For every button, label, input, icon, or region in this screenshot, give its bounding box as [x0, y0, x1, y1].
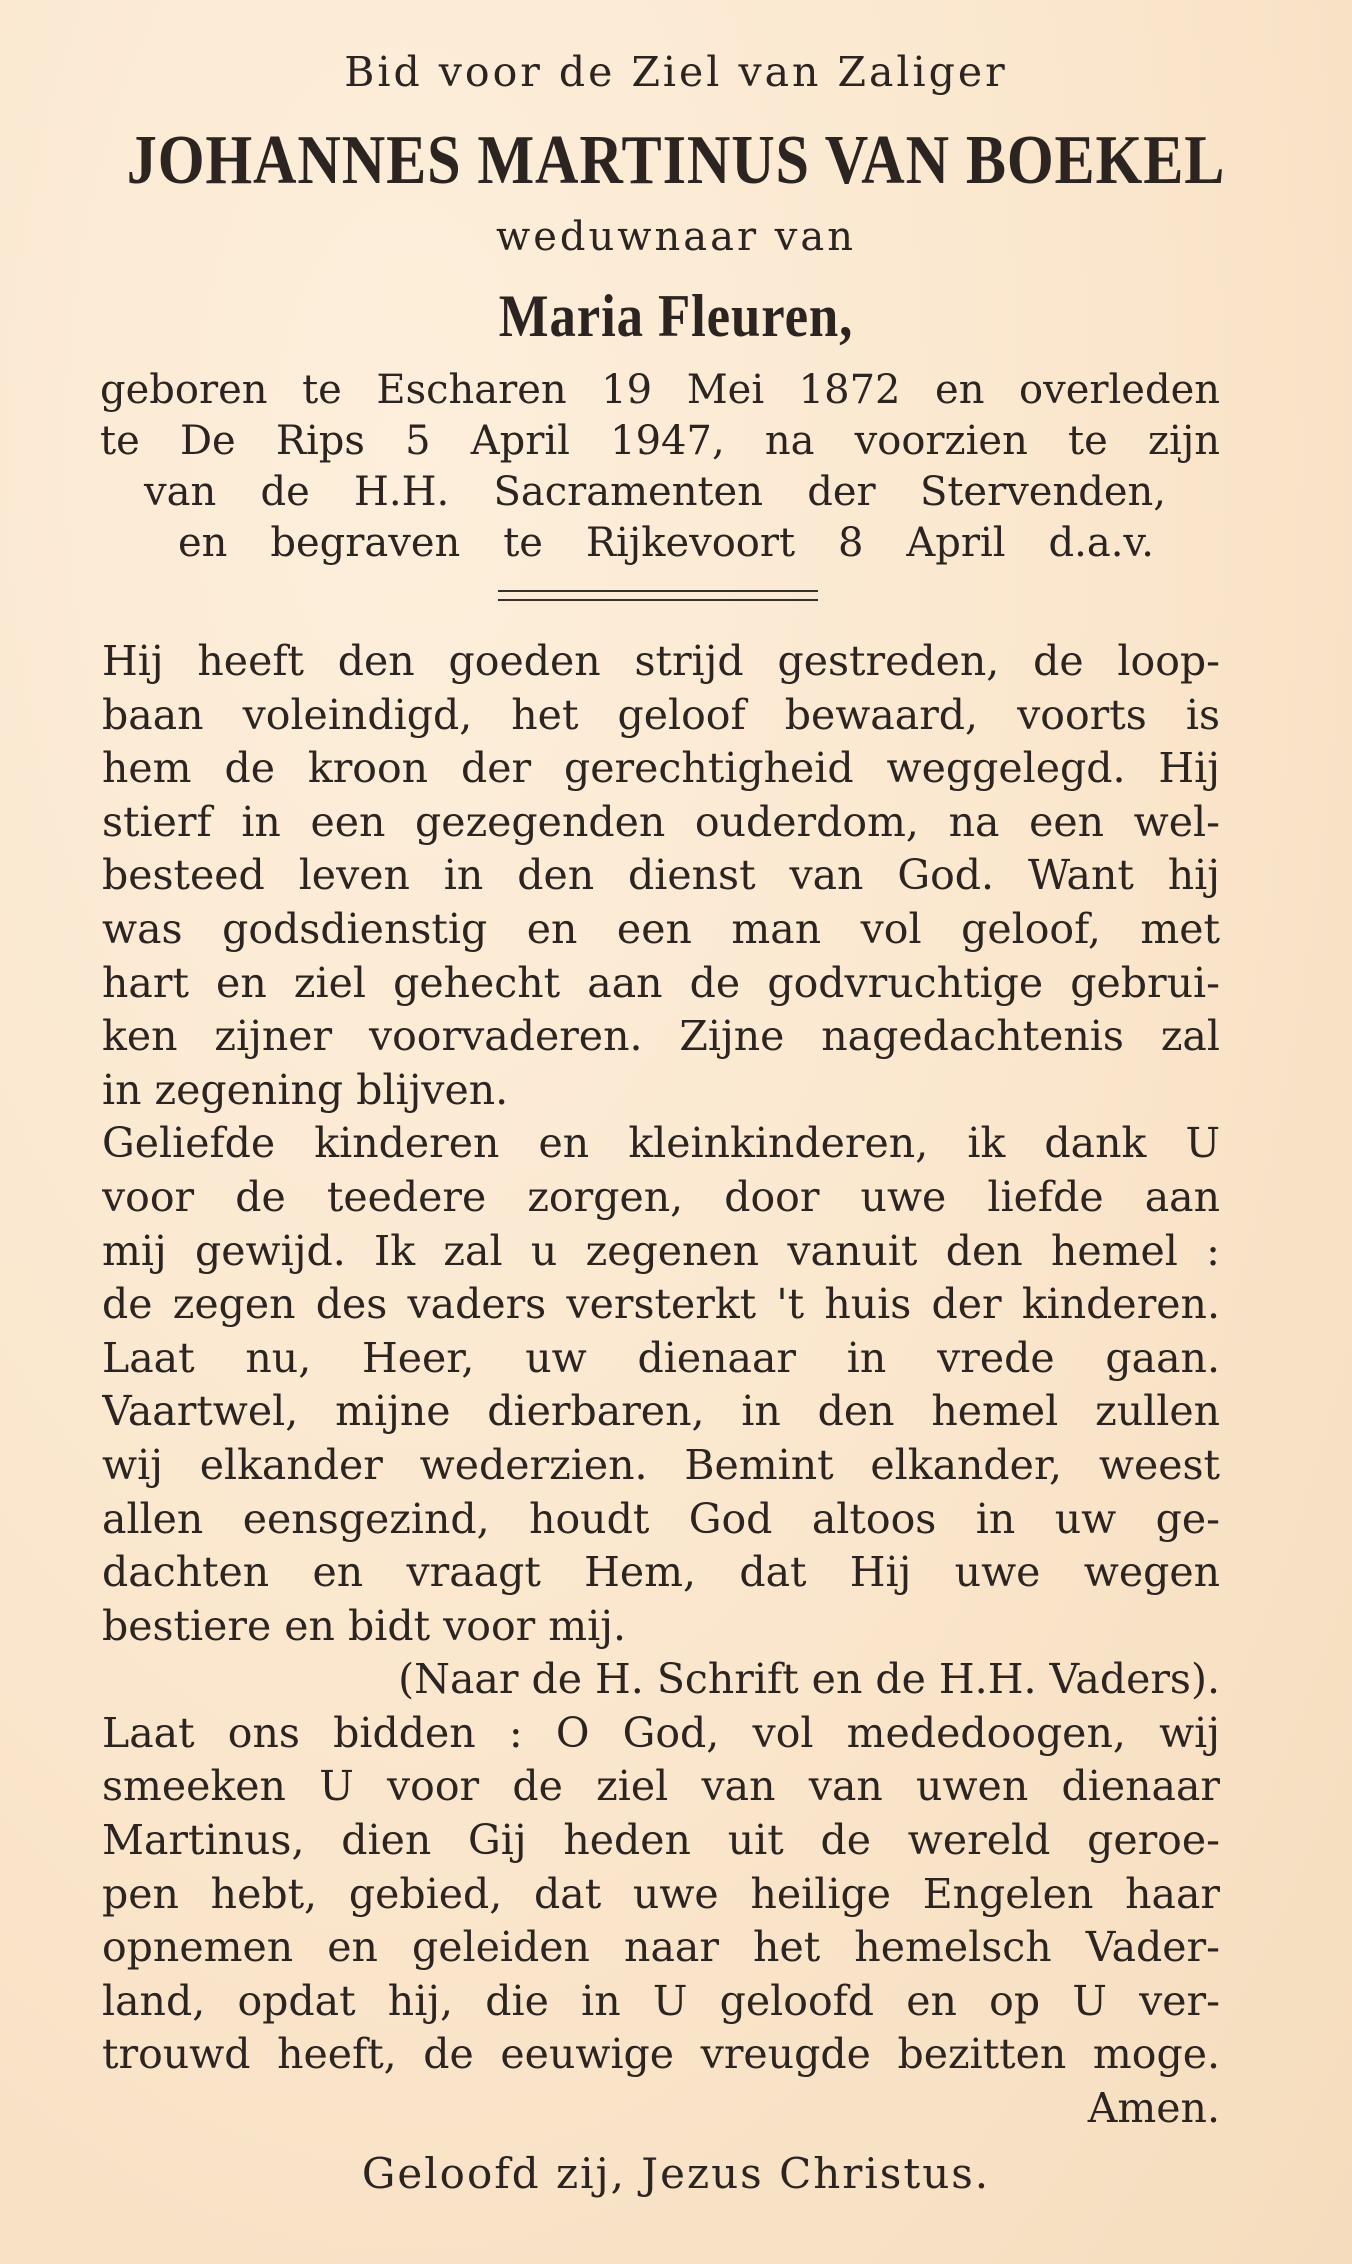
prayer-line: Martinus, dien Gij heden uit de wereld geroe-	[102, 1816, 1220, 1865]
text-line: allen eensgezind, houdt God altoos in uw ge-	[102, 1494, 1220, 1543]
source-attribution: (Naar de H. Schrift en de H.H. Vaders).	[398, 1655, 1220, 1704]
card-header	[0, 44, 1352, 356]
double-rule-divider	[498, 590, 818, 608]
dates-line: en begraven te Rijkevoort 8 April d.a.v.	[178, 520, 1154, 566]
text-line: mij gewijd. Ik zal u zegenen vanuit den hemel :	[102, 1226, 1220, 1275]
divider-rule	[498, 599, 818, 601]
text-line: stierf in een gezegenden ouderdom, na een wel-	[102, 797, 1220, 846]
text-line: Laat nu, Heer, uw dienaar in vrede gaan.	[102, 1333, 1220, 1382]
prayer-line: trouwd heeft, de eeuwige vreugde bezitten moge.	[102, 2030, 1220, 2079]
amen-line: Amen.	[1087, 2084, 1220, 2133]
divider-rule	[498, 590, 818, 592]
prayer-line: opnemen en geleiden naar het hemelsch Vader-	[102, 1923, 1220, 1972]
text-line: besteed leven in den dienst van God. Want hij	[102, 851, 1220, 900]
prayer-line: smeeken U voor de ziel van van uwen dienaar	[102, 1762, 1220, 1811]
dates-line: te De Rips 5 April 1947, na voorzien te zijn	[100, 418, 1220, 464]
text-line: baan voleindigd, het geloof bewaard, voorts is	[102, 690, 1220, 739]
text-line: bestiere en bidt voor mij.	[102, 1601, 627, 1650]
closing-line: Geloofd zij, Jezus Christus.	[361, 2149, 991, 2198]
text-line: Vaartwel, mijne dierbaren, in den hemel zullen	[102, 1387, 1220, 1436]
spouse-name: Maria Fleuren,	[498, 283, 854, 349]
text-line: in zegening blijven.	[102, 1065, 509, 1114]
life-dates	[100, 365, 1220, 569]
prayer-line: land, opdat hij, die in U geloofd en op U ver-	[102, 1976, 1220, 2025]
text-line: dachten en vraagt Hem, dat Hij uwe wegen	[102, 1548, 1220, 1597]
dates-line: van de H.H. Sacramenten der Stervenden,	[144, 469, 1166, 515]
text-line: voor de teedere zorgen, door uwe liefde aan	[102, 1172, 1220, 1221]
prayer-intro: Bid voor de Ziel van Zaliger	[344, 48, 1008, 96]
eulogy-text	[102, 635, 1220, 2136]
text-line: hart en ziel gehecht aan de godvruchtige gebrui-	[102, 958, 1220, 1007]
text-line: was godsdienstig en een man vol geloof, met	[102, 904, 1220, 953]
text-line: ken zijner voorvaderen. Zijne nagedachtenis zal	[102, 1012, 1220, 1061]
text-line: wij elkander wederzien. Bemint elkander, weest	[102, 1440, 1220, 1489]
text-line: Geliefde kinderen en kleinkinderen, ik dank U	[102, 1119, 1220, 1168]
prayer-line: Laat ons bidden : O God, vol mededoogen, wij	[102, 1708, 1220, 1757]
dates-line: geboren te Escharen 19 Mei 1872 en overleden	[100, 367, 1220, 413]
prayer-line: pen hebt, gebied, dat uwe heilige Engelen haar	[102, 1869, 1220, 1918]
text-line: Hij heeft den goeden strijd gestreden, de loop-	[102, 637, 1220, 685]
deceased-name: JOHANNES MARTINUS VAN BOEKEL	[126, 122, 1226, 199]
widower-of-label: weduwnaar van	[495, 214, 856, 260]
text-line: hem de kroon der gerechtigheid weggelegd. Hij	[102, 744, 1220, 793]
text-line: de zegen des vaders versterkt 't huis der kinderen.	[102, 1280, 1220, 1329]
